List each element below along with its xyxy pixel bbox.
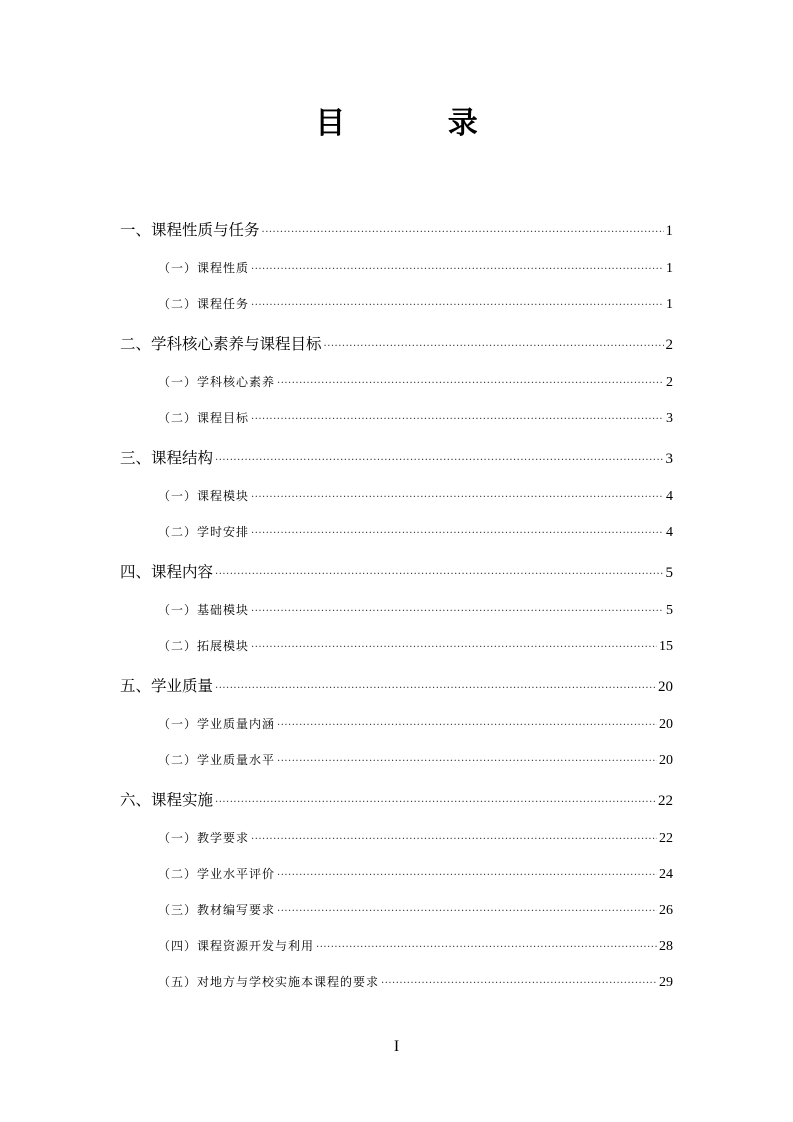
footer-page-number: I — [393, 1038, 400, 1055]
toc-entry-title: 一、课程性质与任务 — [120, 221, 260, 239]
toc-entry[interactable] — [158, 259, 673, 277]
toc-entry[interactable] — [158, 373, 673, 391]
toc-entry[interactable] — [158, 751, 673, 769]
toc-entry-title: （二）学业质量水平 — [158, 753, 276, 767]
toc-entry[interactable] — [158, 937, 673, 955]
toc-entry[interactable] — [158, 601, 673, 619]
dot-leader — [277, 756, 657, 767]
page-title: 目 录 — [315, 106, 524, 141]
toc-entry-page: 22 — [659, 831, 673, 846]
toc-entry[interactable] — [120, 446, 673, 468]
toc-entry-page: 3 — [666, 411, 673, 426]
toc-entry[interactable] — [120, 218, 673, 240]
toc-entry-title: 五、学业质量 — [120, 677, 214, 695]
toc-entry-title: （五）对地方与学校实施本课程的要求 — [158, 975, 380, 989]
toc-entry-page: 20 — [659, 753, 673, 768]
toc-entry-title: （四）课程资源开发与利用 — [158, 939, 315, 953]
dot-leader — [316, 942, 657, 953]
toc-entry-page: 5 — [666, 603, 673, 618]
toc-entry-page: 29 — [659, 975, 673, 990]
toc-entry-title: 四、课程内容 — [120, 563, 214, 581]
dot-leader — [277, 378, 664, 389]
dot-leader — [251, 642, 657, 653]
dot-leader — [277, 906, 657, 917]
toc-entry-page: 2 — [665, 337, 673, 353]
toc-entry[interactable] — [120, 332, 673, 354]
toc-entry-title: （三）教材编写要求 — [158, 903, 276, 917]
dot-leader — [251, 414, 664, 425]
toc-entry[interactable] — [158, 901, 673, 919]
toc-entry-page: 3 — [665, 451, 673, 467]
toc-entry-page: 1 — [666, 261, 673, 276]
toc-entry-title: 三、课程结构 — [120, 449, 214, 467]
toc-entry-page: 5 — [665, 565, 673, 581]
toc-entry[interactable] — [158, 487, 673, 505]
dot-leader — [251, 264, 664, 275]
toc-entry[interactable] — [120, 674, 673, 696]
toc-entry-page: 4 — [666, 489, 673, 504]
toc-entry-title: （二）学业水平评价 — [158, 867, 276, 881]
toc-entry-page: 26 — [659, 903, 673, 918]
toc-entry-page: 28 — [659, 939, 673, 954]
dot-leader — [215, 455, 663, 466]
toc-entry-title: （一）学业质量内涵 — [158, 717, 276, 731]
toc-entry[interactable] — [158, 715, 673, 733]
dot-leader — [251, 606, 664, 617]
dot-leader — [215, 797, 656, 808]
dot-leader — [381, 978, 657, 989]
dot-leader — [277, 720, 657, 731]
toc-entry-title: （一）学科核心素养 — [158, 375, 276, 389]
toc-entry[interactable] — [158, 523, 673, 541]
toc-entry-page: 22 — [658, 793, 673, 809]
toc-entry-page: 2 — [666, 375, 673, 390]
toc-entry[interactable] — [158, 295, 673, 313]
toc-entry[interactable] — [158, 637, 673, 655]
toc-entry-title: （一）课程模块 — [158, 489, 250, 503]
toc-entry[interactable] — [120, 560, 673, 582]
toc-entry-page: 20 — [659, 717, 673, 732]
dot-leader — [324, 341, 664, 352]
dot-leader — [251, 528, 664, 539]
toc-entry-page: 1 — [666, 297, 673, 312]
toc-entry[interactable] — [158, 973, 673, 991]
dot-leader — [262, 227, 664, 238]
toc-entry[interactable] — [158, 409, 673, 427]
toc-entry[interactable] — [158, 865, 673, 883]
dot-leader — [215, 683, 656, 694]
toc-entry-title: （二）学时安排 — [158, 525, 250, 539]
dot-leader — [215, 569, 663, 580]
toc-entry-page: 4 — [666, 525, 673, 540]
toc-entry-title: 二、学科核心素养与课程目标 — [120, 335, 322, 353]
dot-leader — [251, 300, 664, 311]
toc-entry-title: 六、课程实施 — [120, 791, 214, 809]
toc-entry-page: 15 — [659, 639, 673, 654]
toc-entry-title: （二）课程目标 — [158, 411, 250, 425]
toc-entry-page: 24 — [659, 867, 673, 882]
dot-leader — [277, 870, 657, 881]
toc-entry-title: （一）课程性质 — [158, 261, 250, 275]
toc-entry[interactable] — [120, 788, 673, 810]
toc-entry-page: 1 — [665, 223, 673, 239]
toc-entry-title: （二）课程任务 — [158, 297, 250, 311]
toc-entry-page: 20 — [658, 679, 673, 695]
dot-leader — [251, 834, 657, 845]
dot-leader — [251, 492, 664, 503]
toc-entry[interactable] — [158, 829, 673, 847]
toc-entry-title: （二）拓展模块 — [158, 639, 250, 653]
toc-entry-title: （一）基础模块 — [158, 603, 250, 617]
toc-entry-title: （一）教学要求 — [158, 831, 250, 845]
